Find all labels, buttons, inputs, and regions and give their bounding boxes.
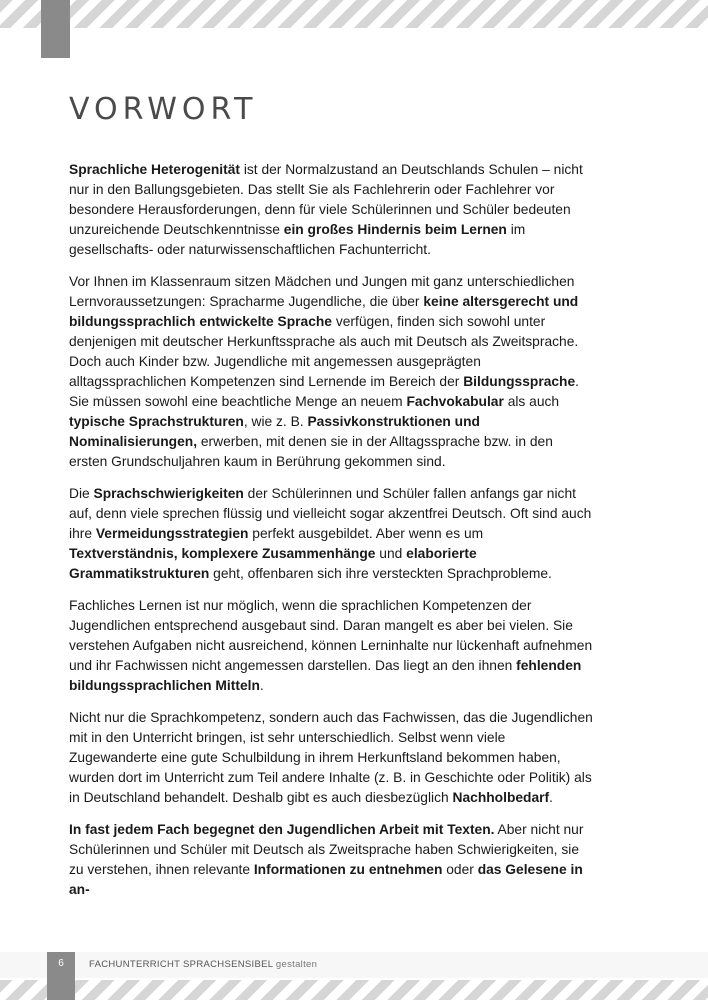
text-segment: Vor Ihnen im Klassenraum sitzen Mädchen und Jungen mit ganz unterschiedlichen Lernvoraussetzungen: Spracharme Jugendliche, die über bbox=[69, 274, 575, 309]
emphasis-text: Bildungssprache bbox=[463, 374, 576, 389]
text-segment: ist der Normalzustand an Deutschlands Schulen – nicht nur in den Ballungsgebieten. Das stellt Sie als Fachlehrerin oder Fachlehrer vor besondere Herausforderungen, denn für viele Schülerinnen und Schüler bedeuten unzureichende Deutschkenntnisse bbox=[69, 162, 583, 237]
emphasis-text: Nachholbedarf bbox=[452, 790, 550, 805]
text-segment: perfekt ausgebildet. Aber wenn es um bbox=[248, 526, 484, 541]
emphasis-text: typische Sprachstrukturen bbox=[69, 414, 244, 429]
top-stripe-band bbox=[0, 0, 708, 28]
text-segment: . Sie müssen sowohl eine beachtliche Menge an neuem bbox=[69, 374, 579, 409]
text-segment: oder bbox=[442, 862, 478, 877]
paragraph-2 bbox=[69, 272, 593, 472]
paragraph-4 bbox=[69, 596, 593, 696]
text-segment: . bbox=[259, 678, 264, 693]
text-segment: im gesellschafts- oder naturwissenschaftlichen Fachunterricht. bbox=[69, 222, 526, 257]
footer-book-title-suffix: gestalten bbox=[275, 959, 318, 970]
emphasis-text: Passivkonstruktionen und Nominalisierungen, bbox=[69, 414, 480, 449]
text-segment: Fachliches Lernen ist nur möglich, wenn die sprachlichen Kompetenzen der Jugendlichen entsprechend ausgebaut sind. Daran mangelt es aber bei vielen. Sie verstehen Aufgaben nicht ausreichend, können Lerninhalte nur lückenhaft aufnehmen und ihr Fachwissen nicht angemessen darstellen. Das liegt an den ihnen bbox=[69, 598, 593, 673]
footer-book-title bbox=[89, 959, 317, 970]
body-text bbox=[69, 160, 593, 912]
paragraph-3 bbox=[69, 484, 593, 584]
emphasis-text: Textverständnis, komplexere Zusammenhänge bbox=[69, 546, 376, 561]
text-segment: , wie z. B. bbox=[243, 414, 308, 429]
emphasis-text: Sprachschwierigkeiten bbox=[93, 486, 244, 501]
emphasis-text: In fast jedem Fach begegnet den Jugendlichen Arbeit mit Texten. bbox=[69, 822, 495, 837]
text-segment: der Schülerinnen und Schüler fallen anfangs gar nicht auf, denn viele sprechen flüssig und vielleicht sogar akzentfrei Deutsch. Oft sind auch ihre bbox=[69, 486, 592, 541]
text-segment: verfügen, finden sich sowohl unter denjenigen mit deutscher Herkunftssprache als auch mit Deutsch als Zweitsprache. Doch auch Kinder bzw. Jugendliche mit angemessen ausgeprägten alltagssprachlichen Kompetenzen sind Lernende im Bereich der bbox=[69, 314, 579, 389]
emphasis-text: Fachvokabular bbox=[406, 394, 504, 409]
bottom-stripe-band bbox=[0, 980, 708, 1000]
footer-book-title-main: FACHUNTERRICHT SPRACHSENSIBEL bbox=[89, 959, 273, 970]
emphasis-text: ein großes Hindernis beim Lernen bbox=[283, 222, 507, 237]
paragraph-5 bbox=[69, 708, 593, 808]
emphasis-text: elaborierte Grammatikstrukturen bbox=[69, 546, 477, 581]
emphasis-text: Vermeidungsstrategien bbox=[95, 526, 249, 541]
paragraph-6 bbox=[69, 820, 593, 900]
text-segment: Nicht nur die Sprachkompetenz, sondern auch das Fachwissen, das die Jugendlichen mit in den Unterricht bringen, ist sehr unterschiedlich. Selbst wenn viele Zugewanderte eine gute Schulbildung in ihrem Herkunftsland bekommen haben, wurden dort im Unterricht zum Teil andere Inhalte (z. B. in Geschichte oder Politik) als in Deutschland behandelt. Deshalb gibt es auch diesbezüglich bbox=[69, 710, 593, 805]
text-segment: . bbox=[549, 790, 553, 805]
emphasis-text: fehlenden bildungssprachlichen Mitteln bbox=[69, 658, 582, 693]
text-segment: erwerben, mit denen sie in der Alltagssprache bzw. in den ersten Grundschuljahren kaum in Berührung gekommen sind. bbox=[69, 434, 553, 469]
text-segment: Aber nicht nur Schülerinnen und Schüler mit Deutsch als Zweitsprache haben Schwierigkeiten, sie zu verstehen, ihnen relevante bbox=[69, 822, 584, 877]
emphasis-text: keine altersgerecht und bildungssprachlich entwickelte Sprache bbox=[69, 294, 579, 329]
emphasis-text: das Gelesene in an- bbox=[69, 862, 583, 897]
text-segment: Die bbox=[69, 486, 94, 501]
top-page-tab bbox=[41, 0, 70, 58]
page-title: VORWORT bbox=[69, 92, 258, 127]
text-segment: und bbox=[375, 546, 407, 561]
text-segment: geht, offenbaren sich ihre versteckten Sprachprobleme. bbox=[209, 566, 552, 581]
text-segment: als auch bbox=[503, 394, 560, 409]
page-number: 6 bbox=[58, 958, 64, 969]
emphasis-text: Informationen zu entnehmen bbox=[253, 862, 443, 877]
paragraph-1 bbox=[69, 160, 593, 260]
emphasis-text: Sprachliche Heterogenität bbox=[69, 162, 240, 177]
